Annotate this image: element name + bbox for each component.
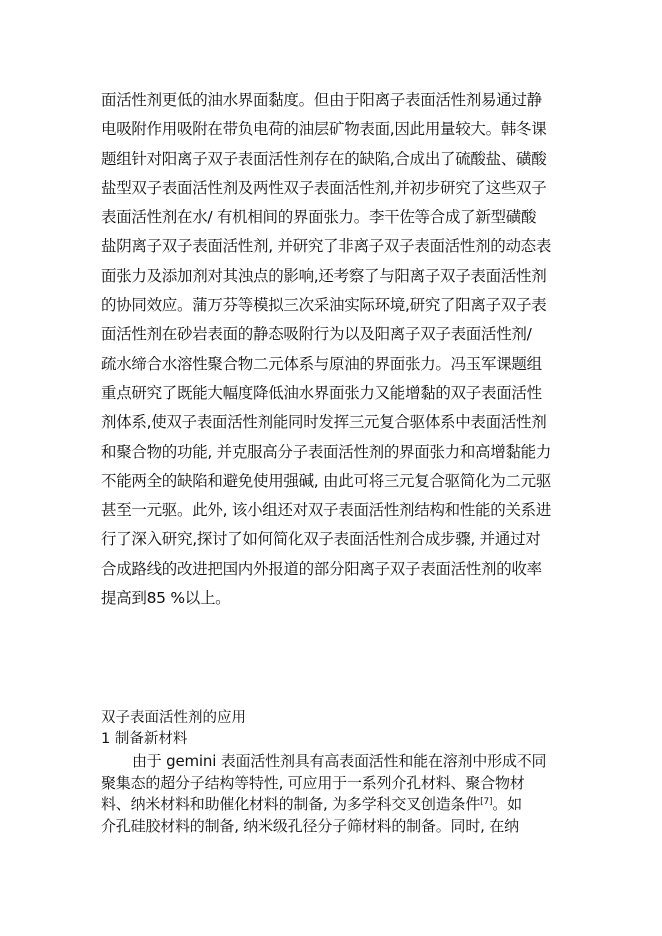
text-line: 和聚合物的功能, 并克服高分子表面活性剂的界面张力和高增黏能力 — [101, 442, 552, 461]
text-line: 重点研究了既能大幅度降低油水界面张力又能增黏的双子表面活性 — [101, 383, 542, 402]
text-line: 提高到85 %以上。 — [101, 589, 231, 608]
paragraph-gemini-research — [101, 86, 571, 613]
subsection-heading: 1 制备新材料 — [101, 731, 188, 747]
text-line-with-citation — [101, 794, 571, 816]
text-line: 行了深入研究,探讨了如何简化双子表面活性剂合成步骤, 并通过对 — [101, 530, 541, 549]
text-line: 电吸附作用吸附在带负电荷的油层矿物表面,因此用量较大。韩冬课 — [101, 120, 547, 139]
text-line: 剂体系,使双子表面活性剂能同时发挥三元复合驱体系中表面活性剂 — [101, 413, 547, 432]
text-line: 盐型双子表面活性剂及两性双子表面活性剂,并初步研究了这些双子 — [101, 178, 547, 197]
text-line: 的协同效应。蒲万芬等模拟三次采油实际环境,研究了阳离子双子表 — [101, 296, 547, 315]
text-line: 不能两全的缺陷和避免使用强碱, 由此可将三元复合驱简化为二元驱 — [101, 471, 552, 490]
text-line: 面张力及添加剂对其浊点的影响,还考察了与阳离子双子表面活性剂 — [101, 266, 547, 285]
text-segment: 料、纳米材料和助催化材料的制备, 为多学科交叉创造条件 — [101, 795, 481, 813]
text-line: 盐阴离子双子表面活性剂, 并研究了非离子双子表面活性剂的动态表 — [101, 237, 552, 256]
text-line: 合成路线的改进把国内外报道的部分阳离子双子表面活性剂的收率 — [101, 559, 542, 578]
text-line: 题组针对阳离子双子表面活性剂存在的缺陷,合成出了硫酸盐、磺酸 — [101, 149, 547, 168]
text-line: 聚集态的超分子结构等特性, 可应用于一系列介孔材料、聚合物材 — [101, 773, 525, 792]
text-line: 面活性剂在砂岩表面的静态吸附行为以及阳离子双子表面活性剂/ — [101, 325, 532, 344]
text-line: 疏水缔合水溶性聚合物二元体系与原油的界面张力。冯玉军课题组 — [101, 354, 542, 373]
text-line: 面活性剂更低的油水界面黏度。但由于阳离子表面活性剂易通过静 — [101, 91, 542, 109]
text-line: 表面活性剂在水/ 有机相间的界面张力。李干佐等合成了新型磺酸 — [101, 208, 537, 227]
text-segment: 。如 — [492, 795, 522, 813]
text-line: 甚至一元驱。此外, 该小组还对双子表面活性剂结构和性能的关系进 — [101, 501, 552, 520]
paragraph-new-materials — [101, 751, 571, 837]
section-heading: 双子表面活性剂的应用 — [101, 710, 246, 726]
citation-ref[interactable]: [7] — [480, 797, 493, 807]
text-line: 由于 gemini 表面活性剂具有高表面活性和能在溶剂中形成不同 — [132, 752, 547, 770]
text-line: 介孔硅胶材料的制备, 纳米级孔径分子筛材料的制备。同时, 在纳 — [101, 816, 519, 835]
